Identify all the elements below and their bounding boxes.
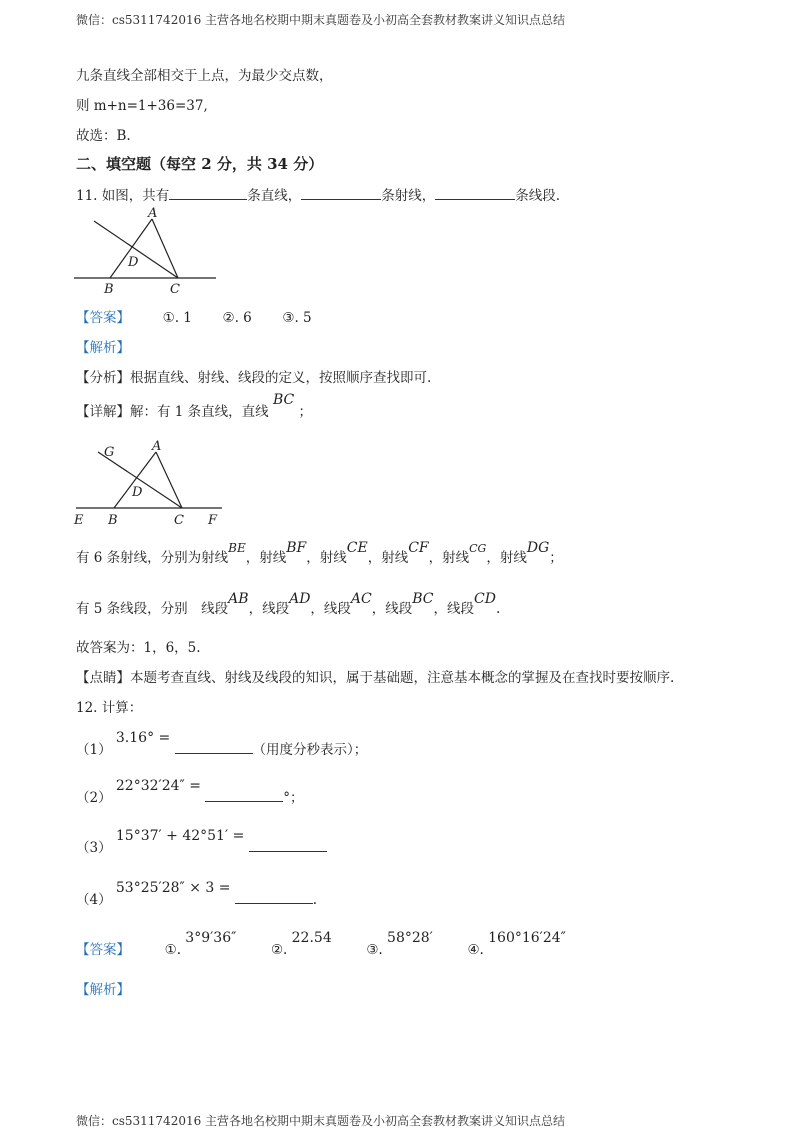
q12-answer-2-num: ②.: [270, 942, 288, 958]
q12-item-3-num: （3）: [76, 840, 112, 856]
fig2-label-e: E: [74, 513, 84, 528]
q12-item-2: [76, 778, 304, 806]
rays-intro: 有 6 条射线，分别为射线: [76, 550, 229, 566]
q11-suffix: 条线段.: [515, 188, 561, 204]
q11-answer-2: ②. 6: [222, 310, 252, 326]
fig2-label-f: F: [208, 513, 218, 528]
q12-analysis-tag: 【解析】: [76, 982, 130, 998]
segs-intro: 有 5 条线段，分别 线段: [76, 601, 229, 617]
q11-answer-1: ①. 1: [162, 310, 192, 326]
q12-blank-3[interactable]: [249, 839, 327, 852]
q12-title: 12. 计算：: [76, 700, 143, 716]
q12-item-4-suffix: .: [312, 892, 318, 908]
fig2-label-a: A: [152, 439, 162, 454]
fig1-label-b: B: [104, 282, 114, 297]
q12-item-2-suffix: °；: [283, 790, 304, 806]
seg-sep-1: ，线段: [248, 601, 290, 617]
q12-item-2-num: （2）: [76, 790, 112, 806]
ray-ce: CE: [346, 540, 368, 556]
seg-sep-4: ，线段: [433, 601, 475, 617]
q12-answer-tag: 【答案】: [76, 942, 130, 958]
q12-answer-4-num: ④.: [467, 942, 484, 958]
seg-sep-3: ，线段: [371, 601, 413, 617]
seg-ac: AC: [350, 591, 372, 607]
q12-item-1-num: （1）: [76, 742, 112, 758]
q11-detail-end: ；: [298, 404, 313, 420]
q11-prefix: 11. 如图，共有: [76, 188, 170, 204]
q11-analysis-tag: 【解析】: [76, 340, 130, 356]
q11-final: 故答案为：1，6，5.: [76, 640, 201, 656]
q11-blank-3[interactable]: [435, 187, 515, 200]
q12-item-4-expr: 53°25′28″ × 3 =: [115, 880, 231, 896]
q12-blank-2[interactable]: [205, 789, 283, 802]
q12-item-2-expr: 22°32′24″ =: [115, 778, 201, 794]
q11-fenxi-tag: 【分析】: [76, 370, 130, 386]
q11-answer-3: ③. 5: [282, 310, 312, 326]
q11-answer-tag: 【答案】: [76, 310, 130, 326]
seg-end: .: [495, 601, 501, 617]
section-title: 二、填空题（每空 2 分，共 34 分）: [76, 155, 324, 173]
q11-answer-row: [76, 306, 312, 326]
seg-ad: AD: [289, 591, 311, 607]
q12-answer-1-val: 3°9′36″: [185, 930, 237, 946]
q11-review: [76, 666, 674, 686]
ray-sep-4: ，射线: [428, 550, 470, 566]
q11-question: [76, 184, 560, 204]
q11-review-text: 本题考查直线、射线及线段的知识，属于基础题，注意基本概念的掌握及在查找时要按顺序.: [130, 670, 675, 686]
q12-item-1-suffix: （用度分秒表示）；: [252, 742, 368, 758]
seg-cd: CD: [474, 591, 496, 607]
ray-end: ；: [549, 550, 563, 566]
ray-cg: CG: [469, 542, 487, 555]
q12-answer-2-val: 22.54: [291, 930, 332, 946]
q11-detail: [76, 392, 313, 420]
q11-figure-1: [70, 205, 220, 297]
fig2-label-g: G: [104, 445, 115, 460]
ray-sep-3: ，射线: [367, 550, 409, 566]
q12-item-3: [76, 828, 327, 856]
page-footer: 微信：cs5311742016 主营各地名校期中期末真题卷及小初高全套教材教案讲义知识点总结: [76, 1114, 566, 1128]
q11-mid2: 条射线，: [381, 188, 436, 204]
seg-bc: BC: [412, 591, 434, 607]
ray-cf: CF: [408, 540, 429, 556]
fig1-label-d: D: [128, 255, 139, 270]
text-line-3: 故选：B.: [76, 128, 131, 144]
q11-detail-text: 解：有 1 条直线，直线: [130, 404, 269, 420]
q12-item-4: [76, 880, 318, 908]
seg-ab: AB: [228, 591, 249, 607]
q11-mid1: 条直线，: [247, 188, 302, 204]
q12-answer-1-num: ①.: [164, 942, 181, 958]
q11-blank-1[interactable]: [169, 187, 247, 200]
fig2-label-b: B: [108, 513, 118, 528]
q11-review-tag: 【点睛】: [76, 670, 130, 686]
text-line-1: 九条直线全部相交于上点，为最少交点数，: [76, 68, 333, 84]
fig2-label-c: C: [174, 513, 184, 528]
fig1-label-a: A: [148, 206, 158, 221]
fig2-label-d: D: [132, 485, 143, 500]
q12-item-1: [76, 730, 368, 758]
q11-fenxi: [76, 366, 431, 386]
q12-answer-3-num: ③.: [366, 942, 383, 958]
q11-blank-2[interactable]: [301, 187, 381, 200]
q12-answer-row: [76, 930, 566, 958]
ray-sep-1: ，射线: [245, 550, 287, 566]
ray-be: BE: [228, 541, 246, 555]
q11-segs-line: [76, 591, 501, 617]
ray-sep-5: ，射线: [486, 550, 527, 566]
q12-item-1-expr: 3.16° =: [115, 730, 171, 746]
q11-detail-bc: BC: [272, 392, 295, 408]
q12-answer-4-val: 160°16′24″: [488, 930, 566, 946]
ray-dg: DG: [526, 540, 550, 556]
fig1-label-c: C: [170, 282, 180, 297]
seg-sep-2: ，线段: [310, 601, 351, 617]
q11-fenxi-text: 根据直线、射线、线段的定义，按照顺序查找即可.: [130, 370, 432, 386]
text-line-2: 则 m+n=1+36=37,: [76, 98, 208, 114]
q12-blank-1[interactable]: [175, 741, 253, 754]
q11-figure-2: [70, 438, 230, 530]
q12-answer-3-val: 58°28′: [387, 930, 433, 946]
page-header: 微信：cs5311742016 主营各地名校期中期末真题卷及小初高全套教材教案讲义知识点总结: [76, 13, 566, 27]
q11-rays-line: [76, 540, 563, 566]
q12-item-4-num: （4）: [76, 892, 112, 908]
ray-bf: BF: [286, 540, 307, 556]
q12-blank-4[interactable]: [235, 891, 313, 904]
q11-detail-tag: 【详解】: [76, 404, 130, 420]
q12-item-3-expr: 15°37′ + 42°51′ =: [115, 828, 245, 844]
ray-sep-2: ，射线: [306, 550, 347, 566]
